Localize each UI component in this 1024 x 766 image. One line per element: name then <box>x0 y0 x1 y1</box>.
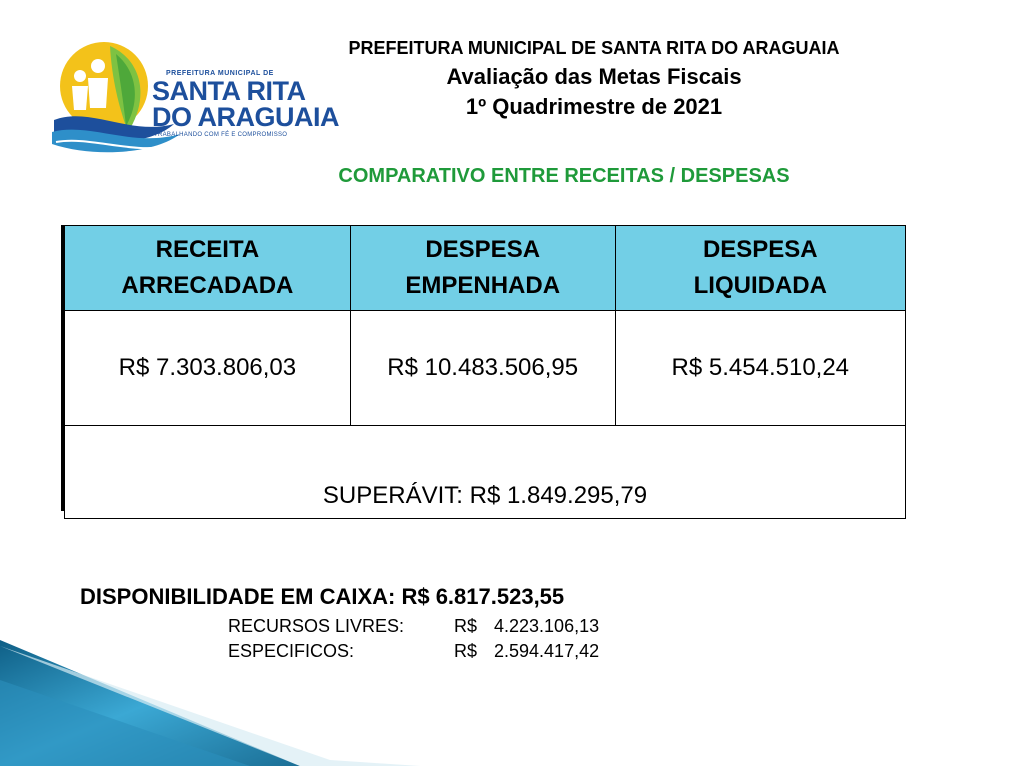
report-title: Avaliação das Metas Fiscais <box>446 64 742 89</box>
table-surplus-row <box>65 426 906 519</box>
header-receita-arrecadada <box>65 226 351 311</box>
cash-availability-title: DISPONIBILIDADE EM CAIXA: R$ 6.817.523,55 <box>80 584 565 609</box>
table-values-row <box>65 311 906 426</box>
logo-name-line2: DO ARAGUAIA <box>152 102 339 132</box>
logo-name-line1: SANTA RITA <box>152 76 306 106</box>
value-receita-arrecadada: R$ 7.303.806,03 <box>65 311 351 426</box>
recursos-livres-amount: 4.223.106,13 <box>494 616 600 636</box>
header-empenhada-line2: EMPENHADA <box>405 272 561 299</box>
header-receita-line2: ARRECADADA <box>121 272 294 299</box>
especificos-amount: 2.594.417,42 <box>494 641 600 661</box>
header-receita-line1: RECEITA <box>155 236 260 263</box>
value-despesa-liquidada: R$ 5.454.510,24 <box>615 311 905 426</box>
report-period: 1º Quadrimestre de 2021 <box>465 94 723 119</box>
header-despesa-liquidada <box>615 226 905 311</box>
especificos-label: ESPECIFICOS: <box>228 641 355 661</box>
logo-tagline: TRABALHANDO COM FÉ E COMPROMISSO <box>154 132 288 138</box>
decorative-wave-graphic <box>0 640 420 766</box>
header-liquidada-line2: LIQUIDADA <box>693 272 827 299</box>
value-despesa-empenhada: R$ 10.483.506,95 <box>350 311 615 426</box>
municipality-title: PREFEITURA MUNICIPAL DE SANTA RITA DO ARAGUAIA <box>348 38 840 58</box>
municipal-logo <box>50 36 339 160</box>
header-despesa-empenhada <box>350 226 615 311</box>
header-empenhada-line1: DESPESA <box>425 236 541 263</box>
recursos-livres-label: RECURSOS LIVRES: <box>228 616 405 636</box>
recursos-livres-currency: R$ <box>454 616 478 636</box>
header-liquidada-line1: DESPESA <box>702 236 818 263</box>
revenue-expense-table <box>64 225 906 511</box>
table-left-border <box>61 225 64 511</box>
comparison-subtitle: COMPARATIVO ENTRE RECEITAS / DESPESAS <box>338 165 790 187</box>
logo-prefix-text: PREFEITURA MUNICIPAL DE <box>166 70 274 77</box>
table-header-row <box>65 226 906 311</box>
surplus-value: SUPERÁVIT: R$ 1.849.295,79 <box>65 426 906 519</box>
recursos-livres-row <box>228 616 598 637</box>
especificos-currency: R$ <box>454 641 478 661</box>
